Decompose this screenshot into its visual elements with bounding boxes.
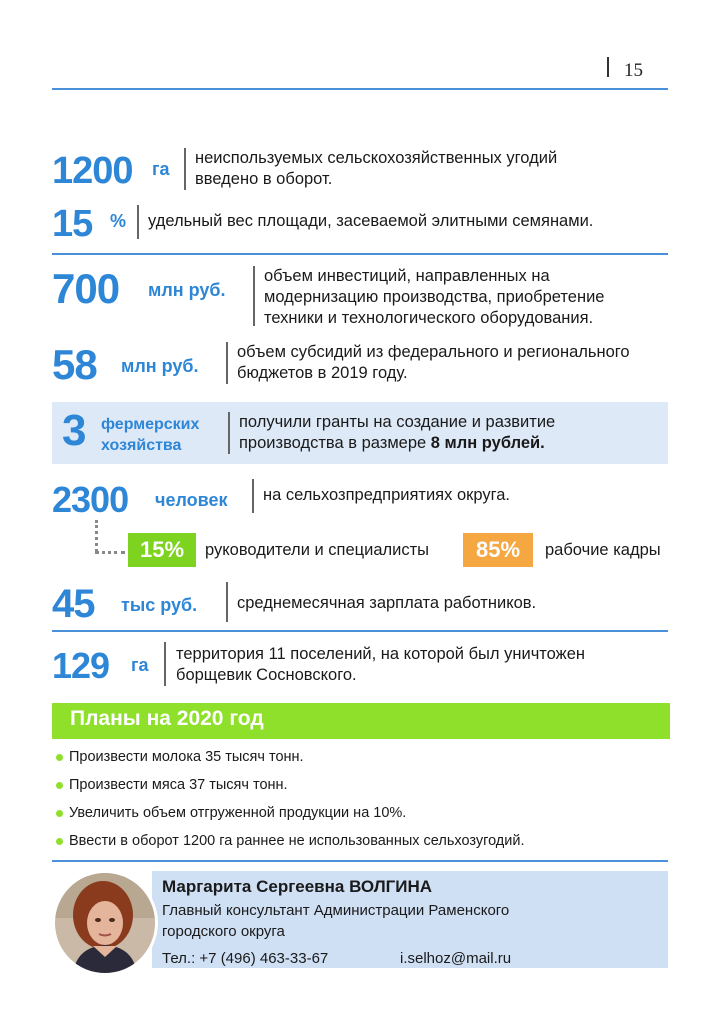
position-line: городского округа [162,923,285,940]
stat-divider [164,642,166,686]
stat-unit: тыс руб. [121,595,198,615]
stat-value: 15 [52,203,93,245]
stat-divider [137,205,139,239]
bullet-icon [56,782,63,789]
desc-line: объем инвестиций, направленных на [264,267,550,285]
desc-line: техники и технологического оборудования. [264,309,594,327]
bullet-icon [56,754,63,761]
stat-value: 3 [62,406,86,455]
plans-title: Планы на 2020 год [70,707,264,730]
breakdown-label: руководители и специалисты [205,541,430,559]
bullet-icon [56,810,63,817]
stat-description [195,148,557,190]
stat-value: 45 [52,582,95,626]
stat-description [264,266,604,329]
percent-badge: 15% [128,533,196,567]
stat-divider [253,266,255,326]
desc-bold: 8 млн рублей. [430,434,545,452]
desc-line: введено в оборот. [195,170,333,188]
position-line: Главный консультант Администрации Раменского [162,902,510,919]
desc-line: бюджетов в 2019 году. [237,364,408,382]
desc-line: борщевик Сосновского. [176,666,357,684]
stat-unit: га [131,655,149,675]
stat-value: 58 [52,341,97,388]
stat-divider [184,148,186,190]
stat-unit: млн руб. [121,356,199,376]
stat-unit: % [110,211,127,231]
stat-divider [252,479,254,513]
section-rule [52,630,668,632]
unit-line: фермерских [101,416,200,433]
stat-description [237,342,630,384]
stat-description: удельный вес площади, засеваемой элитными семянами. [148,212,594,230]
stat-unit: га [152,159,170,179]
header-rule [52,88,668,90]
stat-value: 700 [52,265,120,312]
stat-description [176,644,585,686]
portrait-image [55,873,155,973]
stat-unit: млн руб. [148,280,226,300]
contact-position [162,900,582,942]
desc-line: территория 11 поселений, на которой был уничтожен [176,645,585,663]
bullet-icon [56,838,63,845]
page-number: 15 [624,60,643,81]
section-rule [52,860,668,862]
desc-line [239,433,555,454]
plan-item: Произвести молока 35 тысяч тонн. [69,749,304,765]
stat-unit [101,414,199,456]
plan-item: Ввести в оборот 1200 га раннее не использованных сельхозугодий. [69,833,525,849]
percent-badge: 85% [463,533,533,567]
section-rule [52,253,668,255]
stat-description: среднемесячная зарплата работников. [237,594,537,612]
stat-divider [226,342,228,384]
stat-unit: человек [155,490,228,510]
stat-value: 1200 [52,150,133,192]
stat-value: 2300 [52,479,129,520]
stat-description [239,412,555,454]
stat-value: 129 [52,645,110,686]
contact-email: i.selhoz@mail.ru [400,950,512,967]
page-number-divider [607,57,609,77]
plan-item: Увеличить объем отгруженной продукции на 10%. [69,805,407,821]
stat-divider [228,412,230,454]
desc-line: объем субсидий из федерального и регионального [237,343,630,361]
desc-line: неиспользуемых сельскохозяйственных угодий [195,149,558,167]
breakdown-label: рабочие кадры [545,541,661,559]
contact-name: Маргарита Сергеевна ВОЛГИНА [162,877,433,896]
connector-line [95,520,98,552]
connector-line [95,551,125,554]
contact-phone: Тел.: +7 (496) 463-33-67 [162,950,329,967]
plan-item: Произвести мяса 37 тысяч тонн. [69,777,288,793]
contact-photo [52,870,158,976]
desc-text: производства в размере [239,434,431,452]
stat-description: на сельхозпредприятиях округа. [263,486,511,504]
desc-line: получили гранты на создание и развитие [239,413,556,431]
unit-line: хозяйства [101,437,182,454]
stat-divider [226,582,228,622]
desc-line: модернизацию производства, приобретение [264,288,605,306]
